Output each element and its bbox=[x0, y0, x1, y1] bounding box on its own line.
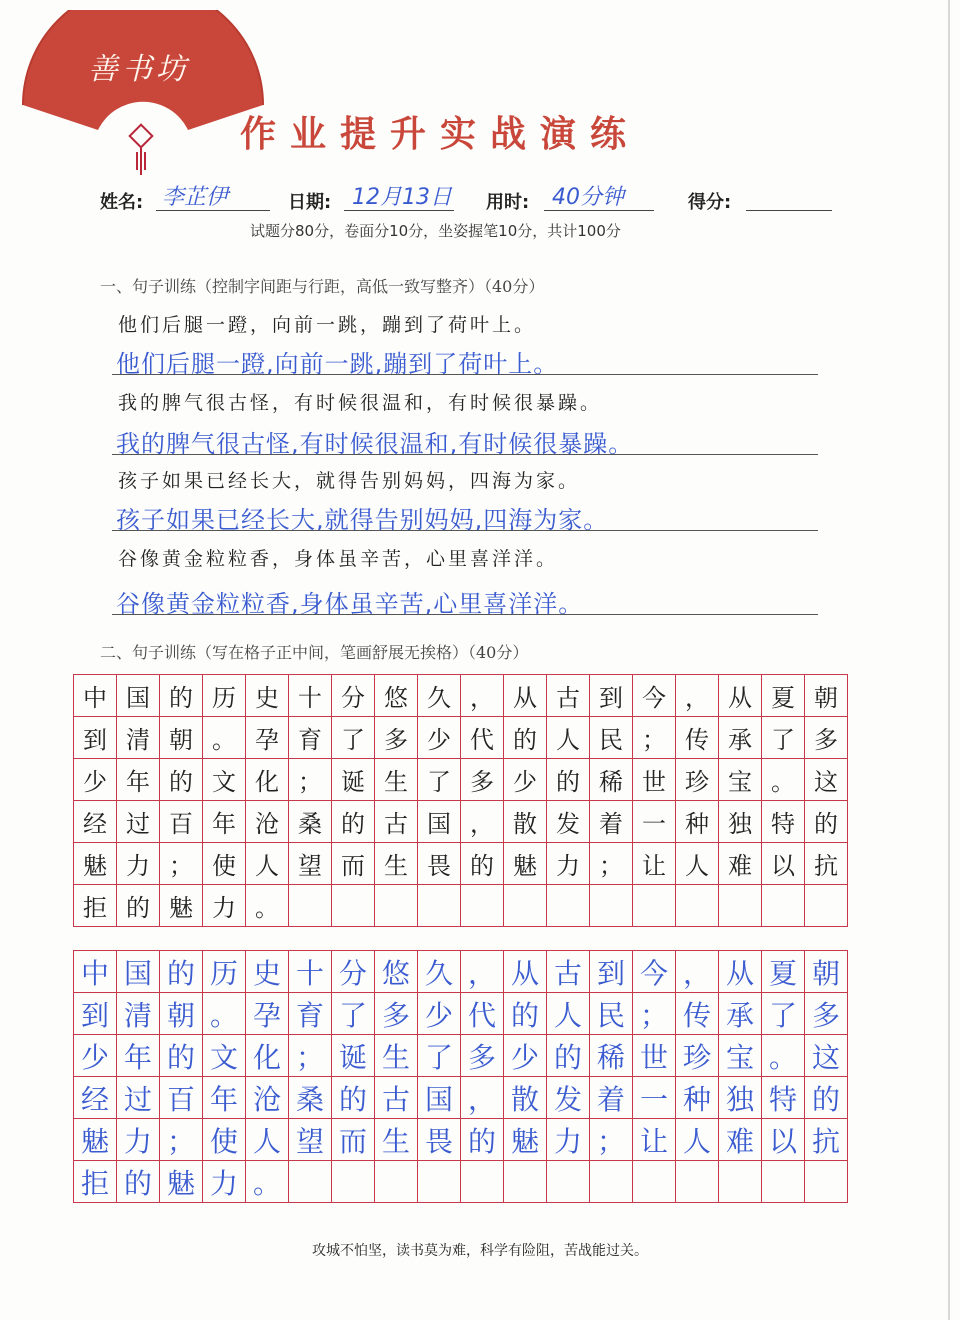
grid-cell: 国 bbox=[117, 675, 160, 717]
grid-cell: 朝 bbox=[805, 951, 848, 993]
grid-cell: 稀 bbox=[590, 1035, 633, 1077]
grid-cell: 拒 bbox=[74, 1161, 117, 1203]
grid-cell: 多 bbox=[461, 759, 504, 801]
model-grid-row bbox=[74, 759, 848, 801]
writing-line-3 bbox=[112, 530, 818, 531]
grid-cell: 孕 bbox=[246, 717, 289, 759]
grid-cell: 今 bbox=[633, 675, 676, 717]
grid-cell: 的 bbox=[117, 885, 160, 927]
grid-cell: 清 bbox=[117, 993, 160, 1035]
date-label: 日期: bbox=[288, 192, 332, 213]
grid-cell bbox=[547, 885, 590, 927]
grid-cell: 桑 bbox=[289, 1077, 332, 1119]
grid-cell: 少 bbox=[74, 1035, 117, 1077]
model-sentence-1: 他们后腿一蹬，向前一跳，蹦到了荷叶上。 bbox=[118, 314, 537, 336]
grid-cell: 发 bbox=[547, 1077, 590, 1119]
model-grid-row bbox=[74, 801, 848, 843]
grid-cell: 。 bbox=[762, 1035, 805, 1077]
grid-cell bbox=[676, 885, 719, 927]
grid-cell: 古 bbox=[547, 951, 590, 993]
grid-cell: 力 bbox=[547, 843, 590, 885]
grid-cell: 少 bbox=[418, 717, 461, 759]
grid-cell: 望 bbox=[289, 843, 332, 885]
grid-cell: 的 bbox=[160, 759, 203, 801]
grid-cell: 分 bbox=[332, 675, 375, 717]
grid-cell: 朝 bbox=[805, 675, 848, 717]
grid-cell: 珍 bbox=[676, 1035, 719, 1077]
grid-cell: 经 bbox=[74, 801, 117, 843]
grid-cell: 史 bbox=[246, 951, 289, 993]
grid-cell: 生 bbox=[375, 843, 418, 885]
grid-cell bbox=[289, 885, 332, 927]
grid-cell: ， bbox=[676, 675, 719, 717]
handwritten-sentence-4: 谷像黄金粒粒香,身体虽辛苦,心里喜洋洋。 bbox=[116, 590, 584, 618]
grid-cell: 诞 bbox=[332, 759, 375, 801]
grid-cell: 了 bbox=[332, 993, 375, 1035]
grid-cell bbox=[332, 1161, 375, 1203]
grid-cell: 种 bbox=[676, 1077, 719, 1119]
grid-cell: 的 bbox=[461, 1119, 504, 1161]
grid-cell: 夏 bbox=[762, 951, 805, 993]
grid-cell: 难 bbox=[719, 843, 762, 885]
grid-cell: 发 bbox=[547, 801, 590, 843]
grid-cell: 桑 bbox=[289, 801, 332, 843]
grid-cell: 多 bbox=[375, 993, 418, 1035]
name-label: 姓名: bbox=[100, 192, 144, 213]
name-value: 李芷伊 bbox=[162, 185, 229, 210]
grid-cell: 历 bbox=[203, 675, 246, 717]
grid-cell: 了 bbox=[418, 1035, 461, 1077]
grid-cell: 国 bbox=[418, 1077, 461, 1119]
grid-cell: 多 bbox=[461, 1035, 504, 1077]
grid-cell: 的 bbox=[332, 1077, 375, 1119]
grid-cell: 十 bbox=[289, 951, 332, 993]
grid-cell: 稀 bbox=[590, 759, 633, 801]
grid-cell: 而 bbox=[332, 843, 375, 885]
grid-cell: 古 bbox=[547, 675, 590, 717]
grid-cell: ； bbox=[590, 1119, 633, 1161]
grid-cell: 力 bbox=[547, 1119, 590, 1161]
grid-cell: 文 bbox=[203, 1035, 246, 1077]
grid-cell: 珍 bbox=[676, 759, 719, 801]
grid-cell bbox=[289, 1161, 332, 1203]
grid-cell: 让 bbox=[633, 843, 676, 885]
grid-cell: 多 bbox=[805, 993, 848, 1035]
time-underline bbox=[544, 210, 654, 211]
hand-grid-row bbox=[74, 951, 848, 993]
grid-cell: 力 bbox=[203, 1161, 246, 1203]
grid-cell: ； bbox=[160, 843, 203, 885]
grid-cell: 代 bbox=[461, 993, 504, 1035]
grid-cell bbox=[762, 1161, 805, 1203]
writing-line-1 bbox=[112, 374, 818, 375]
grid-cell: 种 bbox=[676, 801, 719, 843]
grid-cell: 生 bbox=[375, 759, 418, 801]
grid-cell: 。 bbox=[203, 717, 246, 759]
grid-cell bbox=[590, 885, 633, 927]
score-label: 得分: bbox=[688, 192, 732, 213]
grid-cell: 的 bbox=[461, 843, 504, 885]
grid-cell: 清 bbox=[117, 717, 160, 759]
grid-cell: 这 bbox=[805, 759, 848, 801]
grid-cell: 散 bbox=[504, 801, 547, 843]
grid-cell: 宝 bbox=[719, 759, 762, 801]
grid-cell: 经 bbox=[74, 1077, 117, 1119]
grid-cell: 民 bbox=[590, 717, 633, 759]
grid-cell: ； bbox=[590, 843, 633, 885]
grid-cell: 孕 bbox=[246, 993, 289, 1035]
grid-cell: 使 bbox=[203, 1119, 246, 1161]
grid-cell: ， bbox=[676, 951, 719, 993]
grid-cell bbox=[762, 885, 805, 927]
grid-cell: 力 bbox=[117, 1119, 160, 1161]
grid-cell: 育 bbox=[289, 717, 332, 759]
grid-cell: 的 bbox=[160, 675, 203, 717]
grid-cell: 从 bbox=[504, 951, 547, 993]
grid-cell: 古 bbox=[375, 801, 418, 843]
grid-cell: 了 bbox=[332, 717, 375, 759]
writing-line-4 bbox=[112, 614, 818, 615]
grid-cell: 了 bbox=[762, 717, 805, 759]
grid-cell: 特 bbox=[762, 801, 805, 843]
grid-cell: 世 bbox=[633, 759, 676, 801]
grid-cell: 到 bbox=[590, 951, 633, 993]
model-sentence-3: 孩子如果已经长大，就得告别妈妈，四海为家。 bbox=[118, 470, 581, 492]
model-grid-row bbox=[74, 675, 848, 717]
time-label: 用时: bbox=[486, 192, 530, 213]
hand-grid-row bbox=[74, 1077, 848, 1119]
grid-cell: 畏 bbox=[418, 1119, 461, 1161]
grid-cell: 从 bbox=[719, 675, 762, 717]
grid-cell: ， bbox=[461, 951, 504, 993]
grid-cell bbox=[719, 885, 762, 927]
grid-cell bbox=[633, 885, 676, 927]
grid-cell: 传 bbox=[676, 717, 719, 759]
grid-cell: 以 bbox=[762, 1119, 805, 1161]
grid-cell: 生 bbox=[375, 1119, 418, 1161]
grid-cell: 久 bbox=[418, 675, 461, 717]
grid-cell: 的 bbox=[504, 717, 547, 759]
grid-cell bbox=[332, 885, 375, 927]
grid-cell: 魅 bbox=[160, 885, 203, 927]
grid-cell bbox=[719, 1161, 762, 1203]
grid-cell: 传 bbox=[676, 993, 719, 1035]
grid-cell: 百 bbox=[160, 1077, 203, 1119]
grid-cell: 生 bbox=[375, 1035, 418, 1077]
grid-cell: 悠 bbox=[375, 675, 418, 717]
grid-cell: 的 bbox=[805, 1077, 848, 1119]
grid-cell: 的 bbox=[332, 801, 375, 843]
score-note: 试题分80分，卷面分10分，坐姿握笔10分，共计100分 bbox=[250, 222, 621, 240]
handwritten-sentence-1: 他们后腿一蹬,向前一跳,蹦到了荷叶上。 bbox=[116, 350, 559, 378]
grid-cell: 少 bbox=[504, 1035, 547, 1077]
date-value: 12月13日 bbox=[352, 185, 452, 210]
grid-cell: 中 bbox=[74, 951, 117, 993]
grid-cell: 人 bbox=[246, 843, 289, 885]
grid-cell: 让 bbox=[633, 1119, 676, 1161]
page-edge bbox=[948, 0, 950, 1320]
grid-cell: ， bbox=[461, 675, 504, 717]
grid-cell: 年 bbox=[203, 1077, 246, 1119]
grid-cell: 历 bbox=[203, 951, 246, 993]
grid-cell: 。 bbox=[203, 993, 246, 1035]
grid-cell: 畏 bbox=[418, 843, 461, 885]
grid-cell: 从 bbox=[719, 951, 762, 993]
grid-cell bbox=[805, 1161, 848, 1203]
grid-cell: 承 bbox=[719, 717, 762, 759]
model-grid-row bbox=[74, 885, 848, 927]
grid-cell: 魅 bbox=[74, 843, 117, 885]
grid-cell: 化 bbox=[246, 759, 289, 801]
grid-cell: 年 bbox=[203, 801, 246, 843]
grid-cell: 的 bbox=[117, 1161, 160, 1203]
grid-cell: 少 bbox=[418, 993, 461, 1035]
score-underline bbox=[746, 210, 832, 211]
grid-cell: 着 bbox=[590, 801, 633, 843]
date-underline bbox=[344, 210, 454, 211]
grid-cell: 独 bbox=[719, 801, 762, 843]
page-title: 作业提升实战演练 bbox=[240, 114, 641, 155]
grid-cell: 多 bbox=[375, 717, 418, 759]
hand-grid-row bbox=[74, 1119, 848, 1161]
grid-cell bbox=[805, 885, 848, 927]
grid-cell bbox=[504, 1161, 547, 1203]
model-grid-row bbox=[74, 717, 848, 759]
grid-cell: 这 bbox=[805, 1035, 848, 1077]
grid-cell: 今 bbox=[633, 951, 676, 993]
grid-cell: 多 bbox=[805, 717, 848, 759]
grid-cell: 的 bbox=[160, 951, 203, 993]
grid-cell: 分 bbox=[332, 951, 375, 993]
grid-cell: 朝 bbox=[160, 993, 203, 1035]
grid-cell bbox=[547, 1161, 590, 1203]
grid-cell: 国 bbox=[418, 801, 461, 843]
grid-cell: 民 bbox=[590, 993, 633, 1035]
section1-title: 一、句子训练（控制字间距与行距，高低一致写整齐）（40分） bbox=[100, 277, 545, 296]
grid-cell: 悠 bbox=[375, 951, 418, 993]
grid-cell: 魅 bbox=[74, 1119, 117, 1161]
grid-cell: ， bbox=[461, 801, 504, 843]
grid-cell bbox=[461, 1161, 504, 1203]
grid-cell: 的 bbox=[160, 1035, 203, 1077]
grid-cell: 望 bbox=[289, 1119, 332, 1161]
grid-cell: 力 bbox=[203, 885, 246, 927]
grid-cell: 魅 bbox=[504, 843, 547, 885]
grid-cell: ； bbox=[289, 1035, 332, 1077]
grid-cell bbox=[461, 885, 504, 927]
model-sentence-2: 我的脾气很古怪，有时候很温和，有时候很暴躁。 bbox=[118, 392, 603, 414]
grid-cell: 着 bbox=[590, 1077, 633, 1119]
grid-cell: 久 bbox=[418, 951, 461, 993]
student-info-row bbox=[100, 182, 840, 216]
grid-cell: 散 bbox=[504, 1077, 547, 1119]
grid-cell: 魅 bbox=[160, 1161, 203, 1203]
grid-cell: ， bbox=[461, 1077, 504, 1119]
grid-cell: 过 bbox=[117, 1077, 160, 1119]
grid-cell: 世 bbox=[633, 1035, 676, 1077]
hand-grid-row bbox=[74, 1035, 848, 1077]
section2-title: 二、句子训练（写在格子正中间，笔画舒展无挨格）（40分） bbox=[100, 643, 529, 662]
grid-cell: 一 bbox=[633, 801, 676, 843]
grid-cell: 拒 bbox=[74, 885, 117, 927]
grid-cell: 十 bbox=[289, 675, 332, 717]
grid-cell: 宝 bbox=[719, 1035, 762, 1077]
name-underline bbox=[156, 210, 270, 211]
grid-cell: ； bbox=[633, 993, 676, 1035]
grid-cell: 史 bbox=[246, 675, 289, 717]
grid-cell: 一 bbox=[633, 1077, 676, 1119]
grid-cell bbox=[418, 885, 461, 927]
grid-cell: 人 bbox=[547, 993, 590, 1035]
grid-cell: 抗 bbox=[805, 1119, 848, 1161]
hand-grid-row bbox=[74, 993, 848, 1035]
grid-cell: 国 bbox=[117, 951, 160, 993]
writing-line-2 bbox=[112, 454, 818, 455]
grid-cell bbox=[375, 1161, 418, 1203]
grid-cell: 人 bbox=[676, 843, 719, 885]
grid-cell: 承 bbox=[719, 993, 762, 1035]
grid-cell: 中 bbox=[74, 675, 117, 717]
hand-grid-row bbox=[74, 1161, 848, 1203]
grid-cell: 的 bbox=[504, 993, 547, 1035]
model-sentence-4: 谷像黄金粒粒香，身体虽辛苦，心里喜洋洋。 bbox=[118, 548, 559, 570]
grid-cell: 夏 bbox=[762, 675, 805, 717]
time-value: 40分钟 bbox=[552, 185, 624, 210]
brand-name: 善书坊 bbox=[88, 52, 190, 87]
grid-cell bbox=[633, 1161, 676, 1203]
grid-cell: 的 bbox=[547, 1035, 590, 1077]
handwritten-sentence-2: 我的脾气很古怪,有时候很温和,有时候很暴躁。 bbox=[116, 430, 634, 458]
grid-cell: 到 bbox=[590, 675, 633, 717]
grid-cell: 化 bbox=[246, 1035, 289, 1077]
grid-cell: 魅 bbox=[504, 1119, 547, 1161]
grid-cell: 古 bbox=[375, 1077, 418, 1119]
grid-cell: 年 bbox=[117, 1035, 160, 1077]
chinese-knot-icon bbox=[130, 125, 153, 175]
grid-cell: ； bbox=[633, 717, 676, 759]
grid-cell: 少 bbox=[74, 759, 117, 801]
grid-cell: 的 bbox=[547, 759, 590, 801]
grid-cell: 。 bbox=[246, 885, 289, 927]
grid-cell: 沧 bbox=[246, 1077, 289, 1119]
grid-cell: 。 bbox=[246, 1161, 289, 1203]
grid-cell: 沧 bbox=[246, 801, 289, 843]
footer-motto: 攻城不怕坚，读书莫为难，科学有险阻，苦战能过关。 bbox=[312, 1243, 648, 1259]
grid-cell: 文 bbox=[203, 759, 246, 801]
handwritten-character-grid bbox=[73, 950, 848, 1203]
grid-cell: 人 bbox=[246, 1119, 289, 1161]
grid-cell: 到 bbox=[74, 717, 117, 759]
grid-cell: 以 bbox=[762, 843, 805, 885]
model-grid-row bbox=[74, 843, 848, 885]
grid-cell: 到 bbox=[74, 993, 117, 1035]
grid-cell: 年 bbox=[117, 759, 160, 801]
grid-cell: 抗 bbox=[805, 843, 848, 885]
grid-cell: 人 bbox=[547, 717, 590, 759]
grid-cell: 了 bbox=[418, 759, 461, 801]
grid-cell: 过 bbox=[117, 801, 160, 843]
grid-cell: ； bbox=[160, 1119, 203, 1161]
grid-cell: 少 bbox=[504, 759, 547, 801]
grid-cell: 朝 bbox=[160, 717, 203, 759]
grid-cell: 。 bbox=[762, 759, 805, 801]
grid-cell: 的 bbox=[805, 801, 848, 843]
grid-cell bbox=[590, 1161, 633, 1203]
grid-cell: 特 bbox=[762, 1077, 805, 1119]
grid-cell: 使 bbox=[203, 843, 246, 885]
grid-cell: 了 bbox=[762, 993, 805, 1035]
grid-cell: ； bbox=[289, 759, 332, 801]
grid-cell: 育 bbox=[289, 993, 332, 1035]
grid-cell bbox=[375, 885, 418, 927]
grid-cell: 独 bbox=[719, 1077, 762, 1119]
grid-cell: 百 bbox=[160, 801, 203, 843]
grid-cell: 代 bbox=[461, 717, 504, 759]
fan-logo bbox=[18, 10, 268, 180]
grid-cell: 从 bbox=[504, 675, 547, 717]
grid-cell: 人 bbox=[676, 1119, 719, 1161]
grid-cell: 力 bbox=[117, 843, 160, 885]
grid-cell bbox=[418, 1161, 461, 1203]
model-character-grid bbox=[73, 674, 848, 927]
grid-cell: 难 bbox=[719, 1119, 762, 1161]
handwritten-sentence-3: 孩子如果已经长大,就得告别妈妈,四海为家。 bbox=[116, 506, 609, 534]
grid-cell: 而 bbox=[332, 1119, 375, 1161]
grid-cell bbox=[676, 1161, 719, 1203]
grid-cell: 诞 bbox=[332, 1035, 375, 1077]
grid-cell bbox=[504, 885, 547, 927]
